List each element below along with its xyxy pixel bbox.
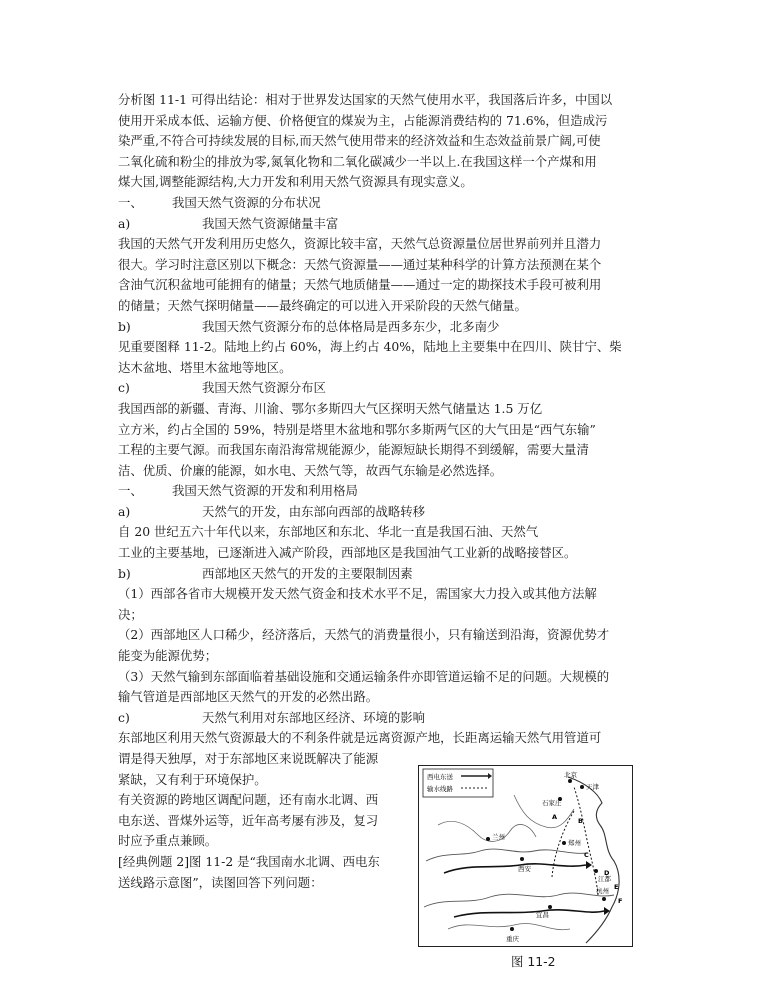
text-line: 自 20 世纪五六十年代以来，东部地区和东北、华北一直是我国石油、天然气 xyxy=(118,524,539,540)
map-marker: D xyxy=(604,869,610,877)
text-line: 工业的主要基地，已逐渐进入减产阶段，西部地区是我国油气工业新的战略接替区。 xyxy=(118,545,577,561)
wrapped-text xyxy=(118,749,408,893)
text-line: 达木盆地、塔里木盆地等地区。 xyxy=(118,359,292,375)
section-heading xyxy=(118,481,658,502)
text-line: 输气管道是西部地区天然气的开发的必然出路。 xyxy=(118,689,379,705)
text-line: 决； xyxy=(118,606,143,622)
city-label: 兰州 xyxy=(492,833,505,841)
text-line: 我国的天然气开发利用历史悠久，资源比较丰富，天然气总资源量位居世界前列并且潜力 xyxy=(118,236,602,252)
text-line: 二氧化硫和粉尘的排放为零,氮氧化物和二氧化碳减少一半以上.在我国这样一个产煤和用 xyxy=(118,153,597,169)
city-label: 重庆 xyxy=(506,935,519,943)
subsection-label: a) xyxy=(118,503,131,519)
text-line: 使用开采成本低、运输方便、价格便宜的煤炭为主，占能源消费结构的 71.6%，但造成污 xyxy=(118,112,608,128)
section-heading xyxy=(118,193,658,214)
subsection-title: 天然气利用对东部地区经济、环境的影响 xyxy=(202,709,426,725)
text-line: 含油气沉积盆地可能拥有的储量；天然气地质储量——通过一定的勘探技术手段可被利用 xyxy=(118,277,602,293)
section-title: 我国天然气资源的开发和利用格局 xyxy=(172,483,358,499)
map-marker: E xyxy=(614,883,619,891)
subsection-title: 我国天然气资源分布的总体格局是西多东少，北多南少 xyxy=(202,318,500,334)
text-line: （2）西部地区人口稀少，经济落后，天然气的消费量很小，只有输送到沿海，资源优势才 xyxy=(118,627,610,643)
city-label: 石家庄 xyxy=(542,799,562,807)
subsection-title: 我国天然气资源储量丰富 xyxy=(202,215,339,231)
subsection-label: b) xyxy=(118,318,131,334)
map-marker: C xyxy=(584,851,589,859)
text-line: 工程的主要气源。而我国东南沿海常规能源少，能源短缺长期得不到缓解，需要大量清 xyxy=(118,442,589,458)
subsection-label: c) xyxy=(118,380,130,396)
subsection-heading xyxy=(118,378,658,399)
subsection-heading xyxy=(118,317,658,338)
text-line: 送线路示意图”，读图回答下列问题： xyxy=(118,874,323,890)
legend-label-water: 输水线路 xyxy=(427,785,453,793)
text-line: 煤大国,调整能源结构,大力开发和利用天然气资源具有现实意义。 xyxy=(118,174,473,190)
city-label: 天津 xyxy=(586,783,599,791)
city-label: 郑州 xyxy=(568,839,581,847)
map-marker: F xyxy=(618,897,623,905)
text-line: 洁、优质、价廉的能源，如水电、天然气等，故西气东输是必然选择。 xyxy=(118,462,503,478)
subsection-heading xyxy=(118,564,658,585)
text-line: 我国西部的新疆、青海、川渝、鄂尔多斯四大气区探明天然气储量达 1.5 万亿 xyxy=(118,400,543,416)
text-line: 的储量；天然气探明储量——最终确定的可以进入开采阶段的天然气储量。 xyxy=(118,297,527,313)
text-line: （1）西部各省市大规模开发天然气资金和技术水平不足，需国家大力投入或其他方法解 xyxy=(118,586,597,602)
city-label: 宜昌 xyxy=(536,911,549,919)
text-line: 能变为能源优势； xyxy=(118,648,218,664)
intro-paragraph xyxy=(118,90,658,193)
text-line: 立方米，约占全国的 59%，特别是塔里木盆地和鄂尔多斯两气区的大气田是“西气东输” xyxy=(118,421,596,437)
subsection-heading xyxy=(118,214,658,235)
section-number: 一、 xyxy=(118,483,143,499)
subsection-label: b) xyxy=(118,565,131,581)
text-line: 紧缺，又有利于环境保护。 xyxy=(118,771,267,787)
route-map xyxy=(418,765,633,947)
city-label: 江都 xyxy=(598,875,611,883)
city-label: 杭州 xyxy=(596,887,609,895)
map-marker: A xyxy=(552,813,558,821)
text-line: [经典例题 2]图 11-2 是“我国南水北调、西电东 xyxy=(118,853,380,869)
section-title: 我国天然气资源的分布状况 xyxy=(172,194,321,210)
subsection-title: 西部地区天然气的开发的主要限制因素 xyxy=(202,565,413,581)
text-line: 分析图 11-1 可得出结论：相对于世界发达国家的天然气使用水平，我国落后许多，中国以 xyxy=(118,92,613,107)
city-label: 西安 xyxy=(518,865,531,873)
subsection-label: c) xyxy=(118,709,130,725)
text-line: 见重要图释 11-2。陆地上约占 60%，海上约占 40%，陆地上主要集中在四川、陕甘宁、柴 xyxy=(118,339,622,355)
city-label: 北京 xyxy=(564,771,577,779)
text-line: 时应予重点兼顾。 xyxy=(118,833,218,849)
subsection-heading xyxy=(118,502,658,523)
subsection-label: a) xyxy=(118,215,131,231)
legend-label-power: 西电东送 xyxy=(427,773,453,781)
text-line: 很大。学习时注意区别以下概念：天然气资源量——通过某种科学的计算方法预测在某个 xyxy=(118,256,602,272)
map-marker: B xyxy=(578,817,583,825)
figure-caption: 图 11-2 xyxy=(511,954,556,969)
text-line: 电东送、晋煤外运等，近年高考屡有涉及，复习 xyxy=(118,812,379,828)
map-figure xyxy=(418,765,633,947)
text-line: 谓是得天独厚，对于东部地区来说既解决了能源 xyxy=(118,751,379,766)
text-line: （3）天然气输到东部面临着基础设施和交通运输条件亦即管道运输不足的问题。大规模的 xyxy=(118,668,610,684)
subsection-title: 天然气的开发，由东部向西部的战略转移 xyxy=(202,503,426,519)
subsection-heading xyxy=(118,708,658,729)
section-number: 一、 xyxy=(118,194,143,210)
subsection-title: 我国天然气资源分布区 xyxy=(202,380,326,396)
text-line: 有关资源的跨地区调配问题，还有南水北调、西 xyxy=(118,792,379,808)
text-line: 染严重,不符合可持续发展的目标,而天然气使用带来的经济效益和生态效益前景广阔,可使 xyxy=(118,133,601,149)
text-line: 东部地区利用天然气资源最大的不利条件就是远离资源产地，长距离运输天然气用管道可 xyxy=(118,730,602,746)
